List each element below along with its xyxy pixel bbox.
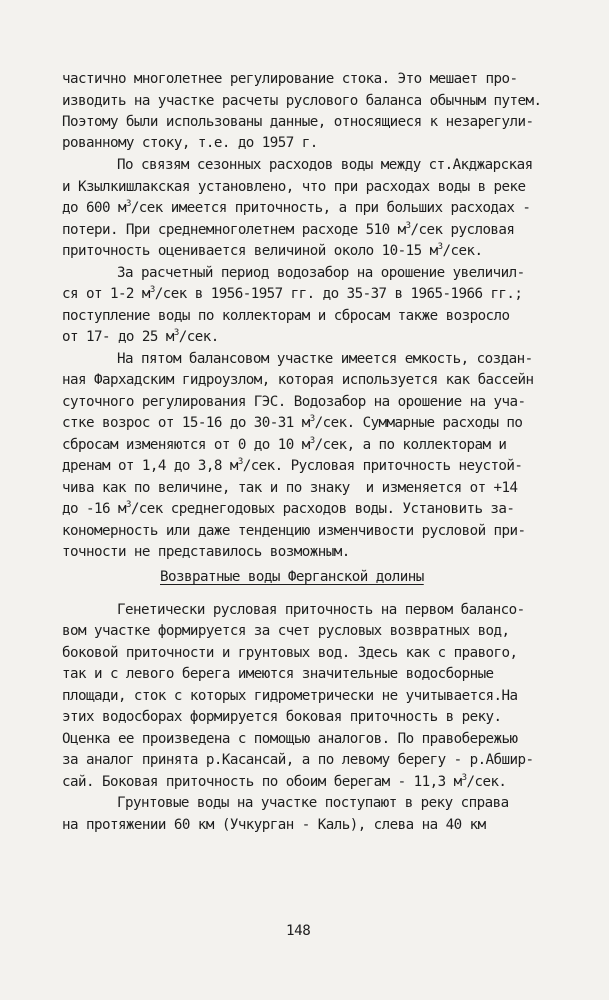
text-line: сбросам изменяются от 0 до 10 $м^3$/сек, а по коллекторам и [62,436,507,453]
text-line: стке возрос от 15-16 до 30-31 $м^3$/сек. Суммарные расходы по [62,414,523,431]
text-line: Поэтому были использованы данные, относящиеся к незарегули- [62,114,534,130]
text-line: частично многолетнее регулирование стока. Это мешает про- [62,71,518,87]
text-line: дренам от 1,4 до 3,8 $м^3$/сек. Русловая приточность неустой- [62,457,523,474]
text-line: приточность оценивается величиной около 10-15 $м^3$/сек. [62,242,483,259]
text-line: на протяжении 60 км (Учкурган - Каль), слева на 40 км [62,817,486,833]
text-line: По связям сезонных расходов воды между ст.Акджарская [117,157,533,173]
text-line: боковой приточности и грунтовых вод. Здесь как с правого, [62,645,518,661]
text-line: этих водосборах формируется боковая приточность в реку. [62,709,502,725]
text-line: суточного регулирования ГЭС. Водозабор на орошение на уча- [62,394,526,410]
text-line: За расчетный период водозабор на орошение увеличил- [117,265,525,281]
text-line: Генетически русловая приточность на первом балансо- [117,602,525,618]
text-line: чива как по величине, так и по знаку и изменяется от +14 [62,480,518,496]
text-line: рованному стоку, т.е. до 1957 г. [62,135,318,151]
text-line: площади, сток с которых гидрометрически не учитывается.На [62,688,518,704]
section-heading: Возвратные воды Ферганской долины [160,569,424,585]
superscript: 3 [309,436,315,446]
text-line: Оценка ее произведена с помощью аналогов. По правобережью [62,731,518,747]
text-line: сай. Боковая приточность по обоим берегам - 11,3 $м^3$/сек. [62,773,507,790]
page-number: 148 [286,923,311,939]
text-line: и Кзылкишлакская установлено, что при расходах воды в реке [62,179,526,195]
text-line: изводить на участке расчеты руслового баланса обычным путем. [62,93,542,109]
text-line: На пятом балансовом участке имеется емкость, создан- [117,351,533,367]
superscript: 3 [309,414,315,424]
superscript: 3 [437,242,443,252]
text-line: кономерность или даже тенденцию изменчивости русловой при- [62,523,526,539]
text-line: ся от 1-2 $м^3$/сек в 1956-1957 гг. до 35-37 в 1965-1966 гг.; [62,285,523,302]
text-line: от 17- до 25 $м^3$/сек. [62,328,219,345]
text-line: до 600 $м^3$/сек имеется приточность, а при больших расходах - [62,199,531,216]
superscript: 3 [125,500,131,510]
superscript: 3 [125,199,131,209]
text-line: поступление воды по коллекторам и сбросам также возросло [62,308,510,324]
superscript: 3 [405,221,411,231]
text-line: потери. При среднемноголетнем расходе 510 $м^3$/сек русловая [62,221,515,238]
text-line: до -16 $м^3$/сек среднегодовых расходов воды. Установить за- [62,500,515,517]
text-line: за аналог принята р.Касансай, а по левому берегу - р.Абшир- [62,752,534,768]
superscript: 3 [461,773,467,783]
text-line: вом участке формируется за счет русловых возвратных вод, [62,623,510,639]
superscript: 3 [173,328,179,338]
superscript: 3 [237,457,243,467]
text-line: так и с левого берега имеются значительные водосборные [62,666,494,682]
text-line: Грунтовые воды на участке поступают в реку справа [117,795,509,811]
text-line: ная Фархадским гидроузлом, которая используется как бассейн [62,372,534,388]
superscript: 3 [149,285,155,295]
text-line: точности не представилось возможным. [62,544,350,560]
